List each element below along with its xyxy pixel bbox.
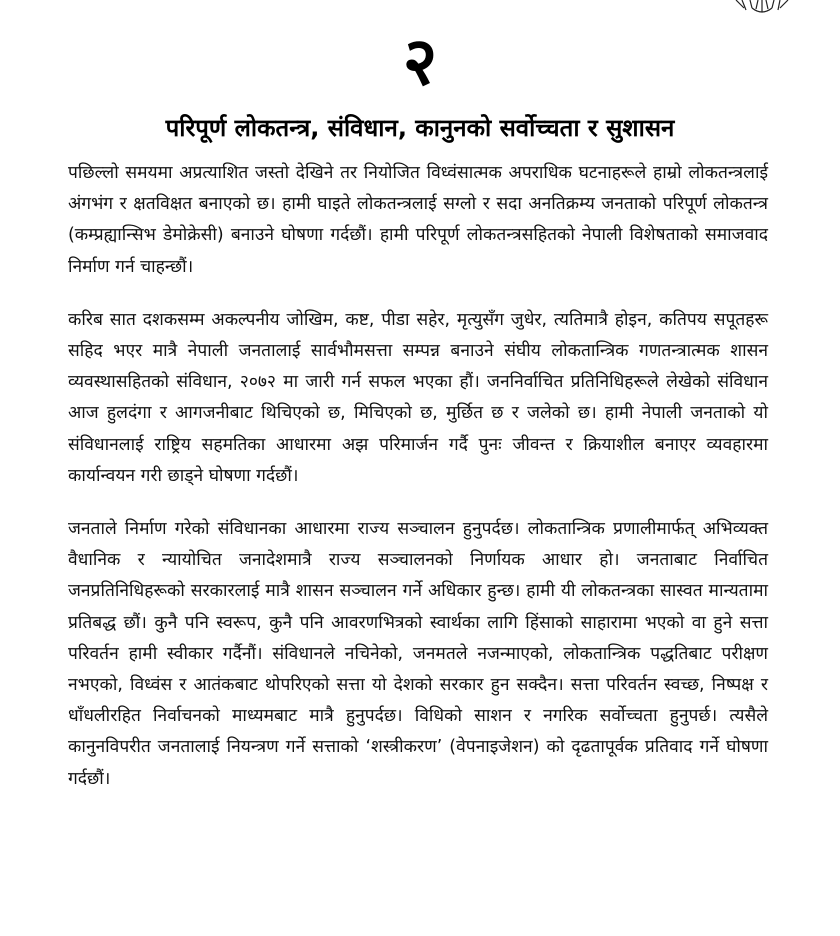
chapter-number: २	[402, 23, 438, 100]
paragraph-1: पछिल्लो समयमा अप्रत्याशित जस्तो देखिने तर नियोजित विध्वंसात्मक अपराधिक घटनाहरूले हाम्रो लोकतन्त्रलाई अंगभंग र क्षतविक्षत बनाएको छ। हामी घाइते लोकतन्त्रलाई सग्लो र सदा अनतिक्रम्य जनताको परिपूर्ण लोकतन्त्र (कम्प्रह्यान्सिभ डेमोक्रेसी) बनाउने घोषणा गर्दछौं। हामी परिपूर्ण लोकतन्त्रसहितको नेपाली विशेषताको समाजवाद निर्माण गर्न चाहन्छौं।	[68, 163, 768, 277]
paragraph-2: करिब सात दशकसम्म अकल्पनीय जोखिम, कष्ट, पीडा सहेर, मृत्युसँग जुधेर, त्यतिमात्रै होइन, कतिपय सपूतहरू सहिद भएर मात्रै नेपाली जनतालाई सार्वभौमसत्ता सम्पन्न बनाउने संघीय लोकतान्त्रिक गणतन्त्रात्मक शासन व्यवस्थासहितको संविधान, २०७२ मा जारी गर्न सफल भएका हौं। जननिर्वाचित प्रतिनिधिहरूले लेखेको संविधान आज हुलदंगा र आगजनीबाट थिचिएको छ, मिचिएको छ, मुर्छित छ र जलेको छ। हामी नेपाली जनताको यो संविधानलाई राष्ट्रिय सहमतिका आधारमा अझ परिमार्जन गर्दै पुनः जीवन्त र क्रियाशील बनाएर व्यवहारमा कार्यान्वयन गरी छाड्ने घोषणा गर्दछौं।	[68, 309, 768, 486]
paragraph-3: जनताले निर्माण गरेको संविधानका आधारमा राज्य सञ्चालन हुनुपर्दछ। लोकतान्त्रिक प्रणालीमार्फत् अभिव्यक्त वैधानिक र न्यायोचित जनादेशमात्रै राज्य सञ्चालनको निर्णायक आधार हो। जनताबाट निर्वाचित जनप्रतिनिधिहरूको सरकारलाई मात्रै शासन सञ्चालन गर्ने अधिकार हुन्छ। हामी यी लोकतन्त्रका सास्वत मान्यतामा प्रतिबद्ध छौं। कुनै पनि स्वरूप, कुनै पनि आवरणभित्रको स्वार्थका लागि हिंसाको साहारामा भएको वा हुने सत्ता परिवर्तन हामी स्वीकार गर्दैनौं। संविधानले नचिनेको, जनमतले नजन्माएको, लोकतान्त्रिक पद्धतिबाट परीक्षण नभएको, विध्वंस र आतंकबाट थोपरिएको सत्ता यो देशको सरकार हुन सक्दैन। सत्ता परिवर्तन स्वच्छ, निष्पक्ष र धाँधलीरहित निर्वाचनको माध्यमबाट मात्रै हुनुपर्दछ। विधिको साशन र नगरिक सर्वोच्चता हुनुपर्छ। त्यसैले कानुनविपरीत जनतालाई नियन्त्रण गर्ने सत्ताको ‘शस्त्रीकरण’ (वेपनाइजेशन) को दृढतापूर्वक प्रतिवाद गर्ने घोषणा गर्दछौं।	[68, 519, 768, 789]
chapter-title: परिपूर्ण लोकतन्त्र, संविधान, कानुनको सर्वोच्चता र सुशासन	[165, 114, 675, 142]
chapter-body	[68, 158, 768, 817]
floral-ornament-icon	[732, 0, 792, 18]
